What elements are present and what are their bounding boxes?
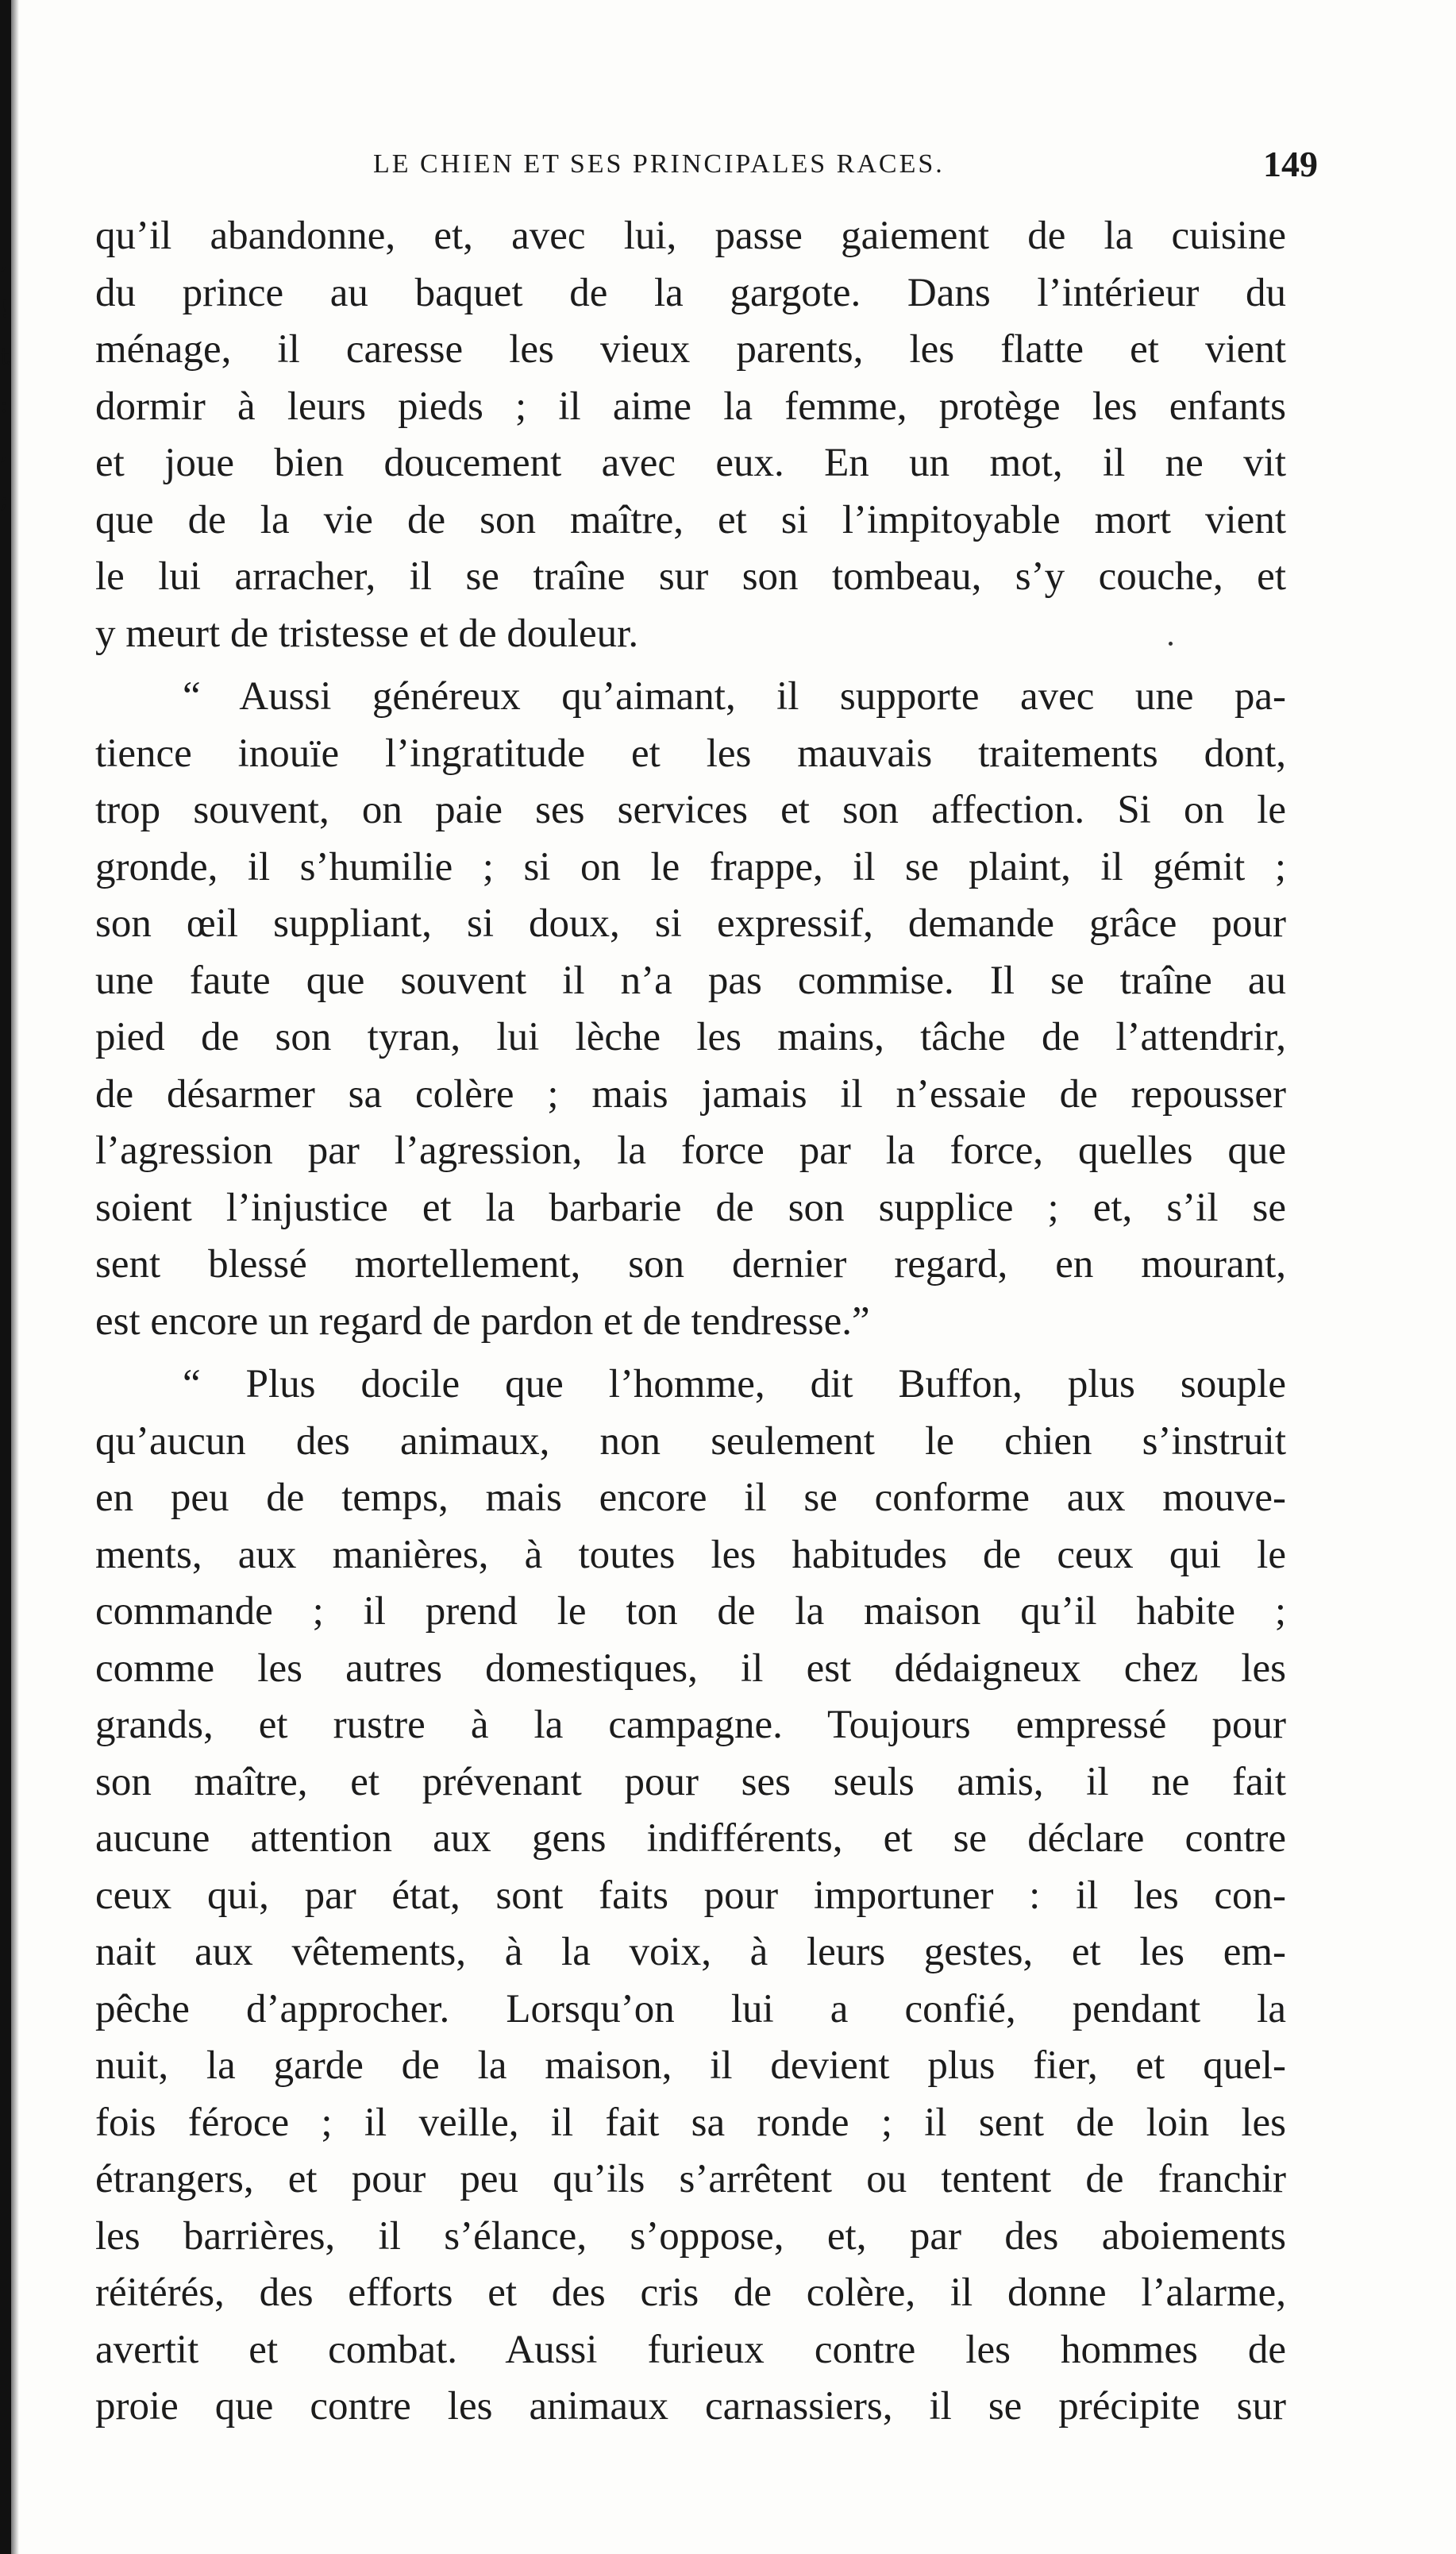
text-line: ménage, il caresse les vieux parents, les flatte et vient [95, 327, 1286, 372]
running-title: LE CHIEN ET SES PRINCIPALES RACES. [373, 149, 945, 179]
text-line: en peu de temps, mais encore il se conforme aux mouve- [95, 1476, 1286, 1520]
margin-marks [0, 238, 11, 524]
text-line: trop souvent, on paie ses services et son affection. Si on le [95, 788, 1286, 832]
margin-mark: , [0, 248, 8, 276]
paragraph-1 [95, 208, 1286, 662]
spine-shadow [11, 0, 19, 2554]
text-line: gronde, il s’humilie ; si on le frappe, il se plaint, il gémit ; [95, 844, 1286, 889]
body-text [95, 208, 1286, 2436]
text-line: une faute que souvent il n’a pas commise. Il se traîne au [95, 958, 1286, 1003]
margin-mark: t [0, 343, 10, 371]
text-line: grands, et rustre à la campagne. Toujours empressé pour [95, 1703, 1286, 1747]
text-line: ceux qui, par état, sont faits pour importuner : il les con- [95, 1873, 1286, 1918]
ink-speck [1169, 642, 1173, 646]
text-line: aucune attention aux gens indifférents, et se déclare contre [95, 1816, 1286, 1861]
text-line: est encore un regard de pardon et de tendresse.” [95, 1298, 870, 1344]
text-line: commande ; il prend le ton de la maison qu’il habite ; [95, 1589, 1286, 1634]
text-line: fois féroce ; il veille, il fait sa ronde ; il sent de loin les [95, 2100, 1286, 2145]
paragraph-2 [95, 669, 1286, 1350]
text-line: dormir à leurs pieds ; il aime la femme, protège les enfants [95, 384, 1286, 429]
text-line: les barrières, il s’élance, s’oppose, et, par des aboiements [95, 2213, 1286, 2259]
text-line: y meurt de tristesse et de douleur. [95, 611, 639, 656]
text-line: étrangers, et pour peu qu’ils s’arrêtent ou tentent de franchir [95, 2157, 1286, 2201]
text-line: et joue bien doucement avec eux. En un mot, il ne vit [95, 441, 1286, 485]
page-number: 149 [1263, 144, 1318, 184]
text-line: proie que contre les animaux carnassiers, il se précipite sur [95, 2384, 1286, 2429]
margin-mark: ; [0, 486, 9, 514]
text-line: de désarmer sa colère ; mais jamais il n’essaie de repousser [95, 1071, 1286, 1117]
text-line: nait aux vêtements, à la voix, à leurs gestes, et les em- [95, 1930, 1286, 1974]
margin-mark: ! [0, 295, 10, 323]
text-line: qu’il abandonne, et, avec lui, passe gaiement de la cuisine [95, 214, 1286, 258]
text-line: réitérés, des efforts et des cris de colère, il donne l’alarme, [95, 2270, 1286, 2315]
margin-mark: : [0, 391, 9, 419]
paragraph-gap [95, 1350, 1286, 1356]
text-line: qu’aucun des animaux, non seulement le chien s’instruit [95, 1418, 1286, 1464]
paragraph-gap [95, 662, 1286, 669]
paragraph-3 [95, 1356, 1286, 2436]
text-line: “ Plus docile que l’homme, dit Buffon, plus souple [183, 1362, 1286, 1406]
text-line: “ Aussi généreux qu’aimant, il supporte avec une pa- [183, 674, 1286, 719]
text-line: pêche d’approcher. Lorsqu’on lui a confié, pendant la [95, 1986, 1286, 2031]
text-line: sent blessé mortellement, son dernier regard, en mourant, [95, 1242, 1286, 1287]
text-line: son maître, et prévenant pour ses seuls amis, il ne fait [95, 1759, 1286, 1804]
running-head [95, 143, 1318, 191]
text-line: que de la vie de son maître, et si l’impitoyable mort vient [95, 497, 1286, 542]
text-line: nuit, la garde de la maison, il devient plus fier, et quel- [95, 2043, 1286, 2088]
text-line: soient l’injustice et la barbarie de son supplice ; et, s’il se [95, 1185, 1286, 1230]
text-line: le lui arracher, il se traîne sur son tombeau, s’y couche, et [95, 554, 1286, 599]
text-line: tience inouïe l’ingratitude et les mauvais traitements dont, [95, 731, 1286, 776]
text-line: comme les autres domestiques, il est dédaigneux chez les [95, 1645, 1286, 1691]
text-line: l’agression par l’agression, la force par la force, quelles que [95, 1128, 1286, 1173]
margin-mark: , [0, 438, 8, 466]
text-line: avertit et combat. Aussi furieux contre les hommes de [95, 2327, 1286, 2372]
text-line: ments, aux manières, à toutes les habitudes de ceux qui le [95, 1532, 1286, 1577]
text-line: du prince au baquet de la gargote. Dans l’intérieur du [95, 270, 1286, 315]
text-line: pied de son tyran, lui lèche les mains, tâche de l’attendrir, [95, 1015, 1286, 1059]
text-line: son œil suppliant, si doux, si expressif, demande grâce pour [95, 901, 1286, 946]
